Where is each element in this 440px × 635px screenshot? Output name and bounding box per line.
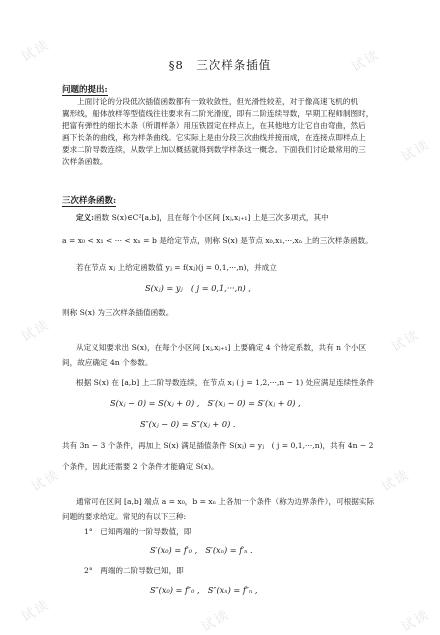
boundary-item-1: 1° 已知两端的一阶导数值，即 [84,527,192,536]
conclusion-line: 则称 S(x) 为三次样条插值函数。 [62,308,174,317]
boundary-line-1: 通常可在区间 [a,b] 端点 a = x₀，b = xₙ 上各加一个条件（称为边界条件），可根据实际 [76,497,375,506]
definition-text: 函数 S(x)∈C²[a,b]，且在每个小区间 [xⱼ,xⱼ₊₁] 上是三次多项式，其中 [94,213,329,222]
count-line-1: 共有 3n − 3 个条件，再加上 S(x) 满足插值条件 S(xⱼ) = yⱼ ( j = 0,1,···,n)，共有 4n − 2 [62,441,374,450]
equation-interpolation: S(xⱼ) = yⱼ ( j = 0,1,···,n) , [145,283,251,293]
count-line-2: 个条件，因此还需要 2 个条件才能确定 S(x)。 [62,462,219,471]
continuity-line: 根据 S(x) 在 [a,b] 上二阶导数连续，在节点 xⱼ ( j = 1,2,···,n − 1) 处应满足连续性条件 [76,378,374,387]
equation-continuity-2: S″(xⱼ − 0) = S″(xⱼ + 0) . [140,419,236,429]
watermark-text: 试读 [379,467,413,496]
coeff-line-2: 间，故应确定 4n 个参数。 [62,358,153,367]
watermark-text: 试读 [29,467,63,496]
coeff-line-1: 从定义知要求出 S(x)，在每个小区间 [xⱼ,xⱼ₊₁] 上要确定 4 个待定系数，共有 n 个小区 [76,343,367,352]
section-heading-cubic-spline [62,194,116,206]
equation-boundary-1: S′(x₀) = f′₀ , S′(xₙ) = f′ₙ . [150,545,253,555]
watermark-text: 试读 [199,607,233,635]
intro-line: 画下长条的曲线，称为样条曲线。它实际上是由分段三次曲线并接而成，在连接点即样点上 [62,133,366,142]
page-title: §8 三次样条插值 [168,58,272,72]
boundary-item-2: 2° 两端的二阶导数已知，即 [84,566,184,575]
intro-heading [62,83,108,95]
condition-line: 若在节点 xⱼ 上给定函数值 yⱼ = f(xⱼ)(j = 0,1,···,n)，并成立 [76,263,277,272]
definition-line-2: a = x₀ < x₁ < ··· < xₙ = b 是给定节点，则称 S(x) 是节点 x₀,x₁,···,xₙ 上的三次样条函数。 [62,236,373,245]
intro-paragraph [62,96,392,168]
watermark-text: 试读 [19,317,53,346]
watermark-text: 试读 [19,37,53,66]
watermark-text: 试读 [399,137,433,166]
watermark-text: 试读 [349,47,383,76]
intro-line: 翼形线，船体放样等型值线往往要求有二阶光滑度，即有二阶连续导数，早期工程师制图时， [62,109,374,118]
equation-continuity-1: S(xⱼ − 0) = S(xⱼ + 0) , S′(xⱼ − 0) = S′(xⱼ + 0) , [110,398,301,408]
intro-heading-text: 问题的提出: [62,85,108,95]
watermark-text: 试读 [399,607,433,635]
watermark-text: 试读 [19,597,53,626]
intro-line: 要求二阶导数连续，从数学上加以概括就得到数学样条这一概念。下面我们讨论最常用的三 [62,145,366,154]
intro-line: 上面讨论的分段低次插值函数都有一致收敛性，但光滑性较差，对于像高速飞机的机 [77,97,358,106]
boundary-line-2: 问题的要求给定。常见的有以下三种: [62,512,187,521]
watermark-text: 试读 [389,327,423,356]
intro-line: 把富有弹性的细长木条（所谓样条）用压铁固定在样点上，在其他地方让它自由弯曲，然后 [62,121,366,130]
section-heading-text: 三次样条函数: [62,196,117,206]
equation-boundary-2: S″(x₀) = f″₀ , S″(xₙ) = f″ₙ , [150,585,258,595]
intro-line: 次样条函数。 [62,157,108,166]
definition-label: 定义: [76,213,94,222]
definition-line-1 [76,212,329,224]
